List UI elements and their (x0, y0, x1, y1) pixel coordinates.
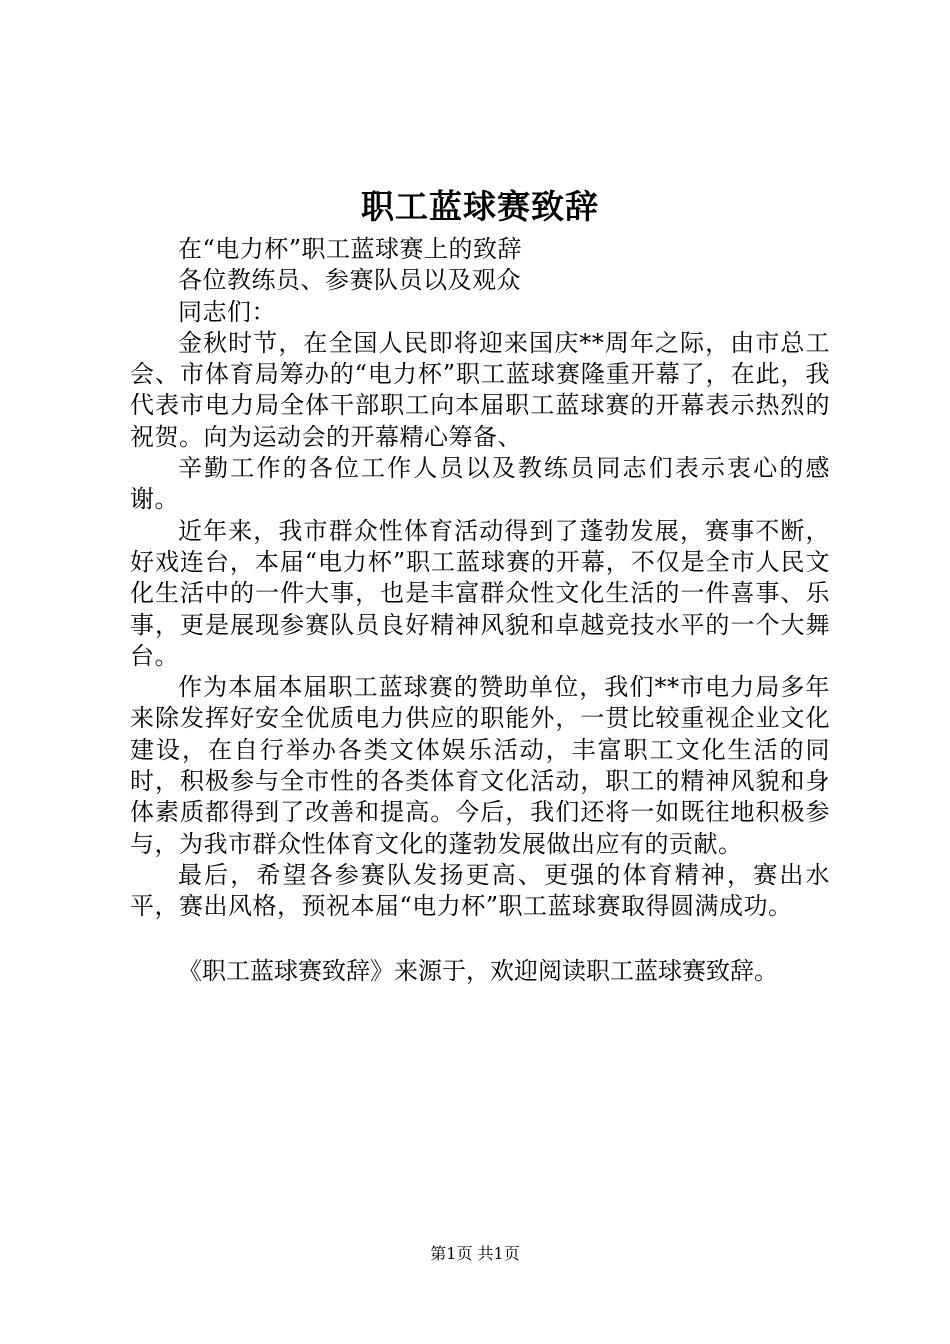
document-title: 职工蓝球赛致辞 (361, 187, 599, 226)
source-note: 《职工蓝球赛致辞》来源于，欢迎阅读职工蓝球赛致辞。 (178, 956, 778, 985)
salutation-comrades: 同志们： (178, 297, 276, 326)
paragraph-opening: 金秋时节，在全国人民即将迎来国庆**周年之际，由市总工会、市体育局筹办的“电力杯”职工蓝球赛隆重开幕了，在此，我代表市电力局全体干部职工向本届职工蓝球赛的开幕表示热烈的祝贺。向为运动会的开幕精心筹备、 (130, 328, 830, 451)
paragraph-sponsor: 作为本届本届职工蓝球赛的赞助单位，我们**市电力局多年来除发挥好安全优质电力供应的职能外，一贯比较重视企业文化建设，在自行举办各类文体娱乐活动，丰富职工文化生活的同时，积极参与全市性的各类体育文化活动，职工的精神风貌和身体素质都得到了改善和提高。今后，我们还将一如既往地积极参与，为我市群众性体育文化的蓬勃发展做出应有的贡献。 (130, 673, 830, 858)
document-body (130, 180, 830, 987)
page-footer: 第1页 共1页 (430, 1244, 520, 1263)
paragraph-closing: 最后，希望各参赛队发扬更高、更强的体育精神，赛出水平，赛出风格，预祝本届“电力杯”职工蓝球赛取得圆满成功。 (130, 860, 830, 921)
salutation-audience: 各位教练员、参赛队员以及观众 (178, 266, 521, 295)
paragraph-recent-years: 近年来，我市群众性体育活动得到了蓬勃发展，赛事不断，好戏连台，本届“电力杯”职工蓝球赛的开幕，不仅是全市人民文化生活中的一件大事，也是丰富群众性文化生活的一件喜事、乐事，更是展现参赛队员良好精神风貌和卓越竞技水平的一个大舞台。 (130, 516, 830, 670)
document-subtitle: 在“电力杯”职工蓝球赛上的致辞 (178, 235, 523, 263)
paragraph-thanks: 辛勤工作的各位工作人员以及教练员同志们表示衷心的感谢。 (130, 454, 830, 514)
